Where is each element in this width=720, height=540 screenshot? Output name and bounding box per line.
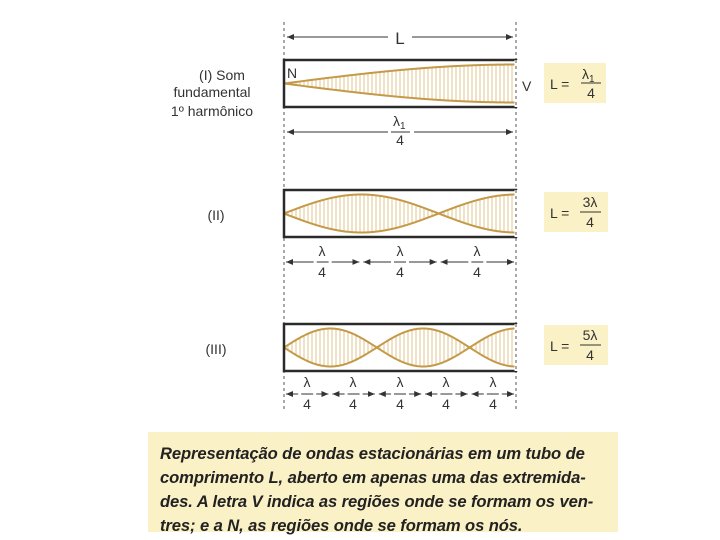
row-3-formula-den: 4	[586, 347, 594, 363]
row-3-segment-1-den: 4	[303, 396, 311, 412]
row-2-segment-2-num: λ	[396, 243, 404, 259]
row-3-segment-5-num: λ	[489, 374, 497, 390]
caption-line-1: Representação de ondas estacionárias em um tubo de	[160, 444, 585, 463]
row-3-segment-1-num: λ	[303, 374, 311, 390]
row-2-segments	[286, 243, 514, 280]
row-1-title-line-1: (I) Som	[199, 67, 245, 83]
row-2-segment-3-num: λ	[473, 243, 481, 259]
row-3-formula	[544, 325, 608, 365]
row-3-segment-3-num: λ	[396, 374, 404, 390]
length-label: L	[395, 29, 405, 48]
row-1-segment-sub: 1	[400, 121, 406, 132]
row-3-standing-wave	[284, 329, 516, 367]
caption-line-4: tres; e a N, as regiões onde se formam os nós.	[160, 516, 523, 535]
row-3-segment-2-den: 4	[349, 396, 357, 412]
row-2-formula-den: 4	[586, 214, 594, 230]
row-1-formula	[544, 63, 606, 103]
row-3-segment-5-den: 4	[489, 396, 497, 412]
row-2-formula-lhs: L =	[550, 205, 570, 221]
row-3-segment-3-den: 4	[396, 396, 404, 412]
row-2	[207, 190, 608, 280]
row-1-title-line-2: fundamental	[173, 84, 251, 100]
caption-box	[148, 432, 618, 535]
row-3-segment-4-num: λ	[442, 374, 450, 390]
row-1	[171, 60, 606, 148]
row-2-formula-num: 3λ	[582, 194, 598, 210]
caption-line-2: comprimento L, aberto em apenas uma das extremida-	[160, 468, 586, 487]
row-1-formula-den: 4	[587, 85, 595, 101]
row-2-segment-1-num: λ	[318, 243, 326, 259]
row-1-title-line-3: 1º harmônico	[170, 103, 254, 119]
row-2-segment-1-den: 4	[318, 264, 326, 280]
row-3-segment-2-num: λ	[349, 374, 357, 390]
caption-line-3: des. A letra V indica as regiões onde se formam os ven-	[160, 492, 594, 511]
row-3-title: (III)	[205, 341, 227, 357]
row-2-segment-3-den: 4	[473, 264, 481, 280]
row-3-formula-lhs: L =	[550, 338, 570, 354]
row-2-segment-2-den: 4	[396, 264, 404, 280]
row-1-standing-wave	[284, 65, 516, 103]
row-3-formula-num: 5λ	[582, 327, 598, 343]
row-1-segment-num: λ	[393, 113, 400, 129]
row-2-title: (II)	[207, 207, 225, 223]
row-3-segment-4-den: 4	[442, 396, 450, 412]
row-2-formula	[544, 192, 608, 232]
row-3	[206, 324, 609, 412]
row-1-formula-sub: 1	[589, 74, 595, 85]
row-1-segment-den: 4	[396, 132, 404, 148]
row-2-standing-wave	[284, 195, 516, 233]
row-1-formula-lhs: L =	[550, 76, 570, 92]
antinode-mark: V	[522, 78, 532, 94]
row-3-segments	[286, 374, 514, 412]
node-mark: N	[287, 65, 298, 81]
row-1-formula-num: λ	[582, 66, 589, 82]
